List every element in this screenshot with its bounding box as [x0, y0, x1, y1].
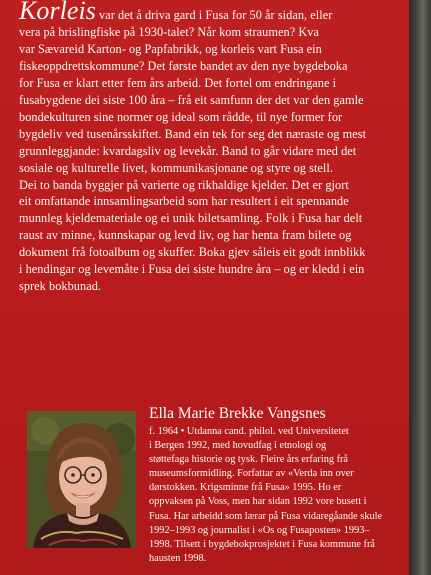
- bio-line: f. 1964 • Utdanna cand. philol. ved Universitetet: [149, 426, 349, 437]
- bio-line: i Bergen 1992, med hovudfag i etnologi og: [149, 440, 327, 452]
- bio-line: 1992–1993 og journalist i «Os og Fusaposten» 1993–: [149, 524, 370, 536]
- bio-line: museumsformidling. Forfattar av «Verda inn over: [149, 468, 354, 480]
- blurb-line: for Fusa er klart etter fem års arbeid. Det fortel om endringane i: [19, 75, 337, 90]
- author-name: Ella Marie Brekke Vangsnes: [149, 405, 326, 422]
- blurb-text: [19, 0, 409, 295]
- blurb-line: i hendingar og levemåte i Fusa dei siste hundre åra – og er kledd i ein: [19, 262, 365, 277]
- blurb-line: eit omfattande innsamlingsarbeid som har resultert i eit spennande: [19, 194, 349, 209]
- blurb-line: vera på brislingfiske på 1930-talet? Når kom straumen? Kva: [19, 24, 319, 39]
- blurb-line: dokument frå fotoalbum og skuffer. Boka gjev såleis eit godt innblikk: [19, 245, 366, 260]
- bio-line: hausten 1998.: [149, 552, 207, 564]
- bio-line: oppvaksen på Voss, men har sidan 1992 vore busett i: [149, 496, 367, 508]
- bio-line: støttefaga historie og tysk. Fleire års erfaring frå: [149, 454, 349, 466]
- author-bio: [149, 425, 411, 566]
- page-edge: [409, 0, 431, 575]
- blurb-line: Dei to banda byggjer på varierte og rikhaldige kjelder. Det er gjort: [19, 177, 349, 192]
- blurb-line: Korleis var det å driva gard i Fusa for 50 år sidan, eller: [19, 3, 409, 24]
- blurb-line: fiskeoppdrettskommune? Det første bandet av den nye bygdeboka: [19, 58, 348, 73]
- blurb-line: munnleg kjeldemateriale og ei unik biletsamling. Folk i Fusa har delt: [19, 211, 363, 226]
- bio-line: 1998. Tilsett i bygdebokprosjektet i Fusa kommune frå: [149, 538, 375, 550]
- author-photo: [27, 411, 136, 548]
- blurb-line: bygdeliv ved tusenårsskiftet. Band ein tek for seg det næraste og mest: [19, 126, 367, 141]
- blurb-line: raust av minne, kunnskapar og levd liv, og har henta fram bilete og: [19, 228, 352, 243]
- blurb-line: var Sævareid Karton- og Papfabrikk, og korleis vart Fusa ein: [19, 41, 322, 56]
- bio-line: Fusa. Har arbeidd som lærar på Fusa vidaregåande skule: [149, 510, 383, 522]
- blurb-dropcap-word: Korleis: [19, 0, 96, 25]
- blurb-line: bondekulturen sine normer og ideal som rådde, til nye former for: [19, 109, 343, 124]
- blurb-line: fusabygdene dei siste 100 åra – frå eit samfunn der det var den gamle: [19, 92, 364, 107]
- blurb-line: sprek bokbunad.: [19, 279, 102, 294]
- blurb-line: grunnleggjande: kvardagsliv og levekår. Band to går vidare med det: [19, 143, 357, 158]
- bio-line: dørstokken. Krigsminne frå Fusa» 1995. Ho er: [149, 482, 342, 494]
- blurb-line: sosiale og kulturelle livet, kommunikasjonane og styre og stell.: [19, 160, 333, 175]
